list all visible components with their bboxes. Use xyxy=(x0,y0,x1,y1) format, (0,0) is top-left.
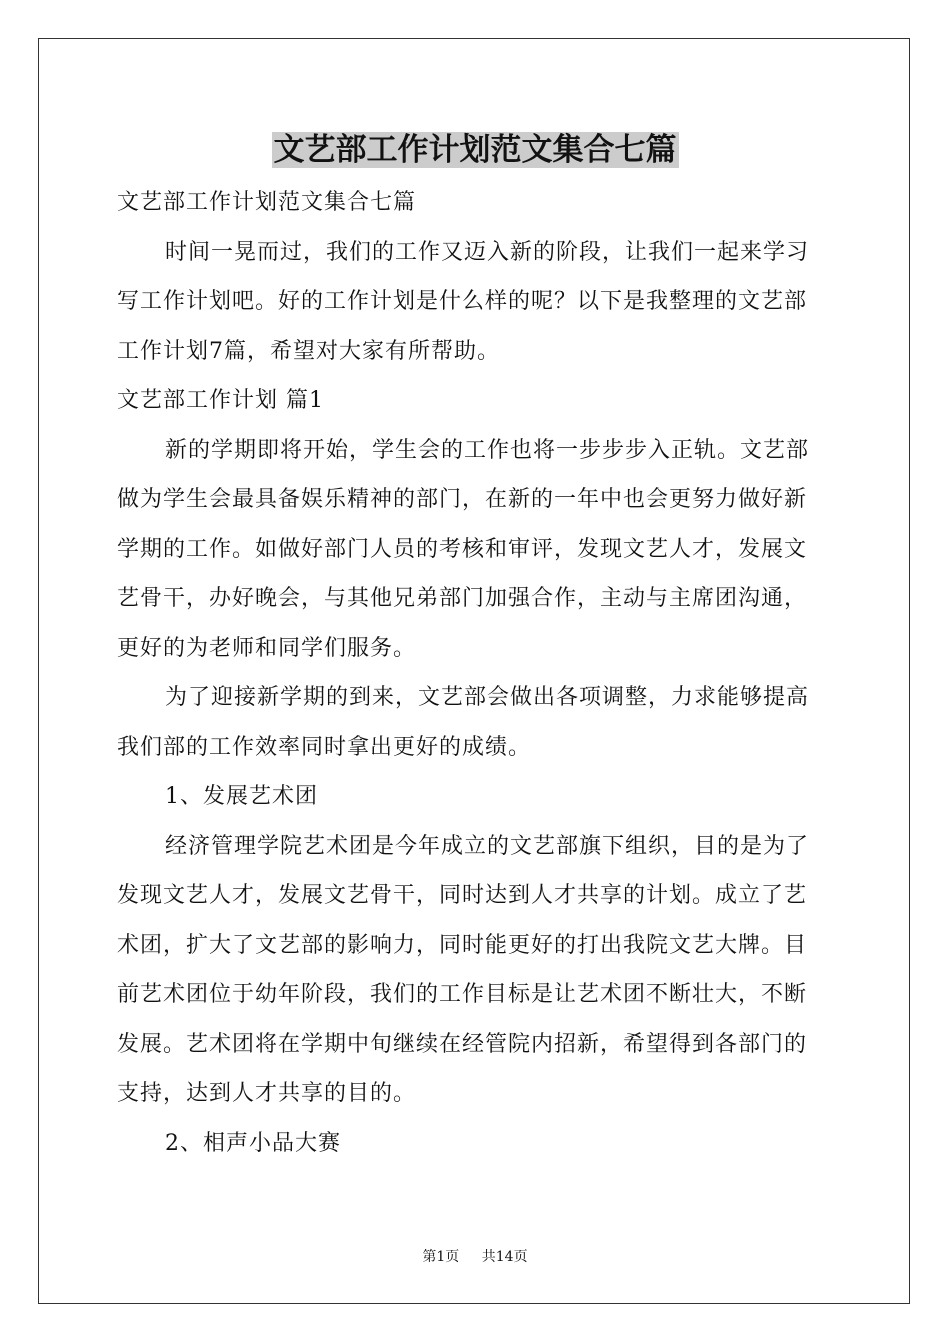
text-line: 发展。艺术团将在学期中旬继续在经管院内招新，希望得到各部门的 xyxy=(117,1031,808,1057)
text-line: 文艺部工作计划 篇1 xyxy=(117,388,324,413)
text-line: 写工作计划吧。好的工作计划是什么样的呢？以下是我整理的文艺部 xyxy=(117,289,808,314)
text-line: 更好的为老师和同学们服务。 xyxy=(117,635,417,661)
text-line: 2、相声小品大赛 xyxy=(165,1130,341,1156)
text-line: 1、发展艺术团 xyxy=(165,784,318,809)
text-line: 做为学生会最具备娱乐精神的部门，在新的一年中也会更努力做好新 xyxy=(117,487,808,512)
text-line: 发现文艺人才，发展文艺骨干，同时达到人才共享的计划。成立了艺 xyxy=(117,883,808,908)
text-line: 术团，扩大了文艺部的影响力，同时能更好的打出我院文艺大牌。目 xyxy=(117,932,808,958)
text-line: 时间一晃而过，我们的工作又迈入新的阶段，让我们一起来学习 xyxy=(165,239,810,265)
page-total: 共14页 xyxy=(481,1249,528,1265)
text-line: 文艺部工作计划范文集合七篇 xyxy=(117,190,417,215)
text-line: 艺骨干，办好晚会，与其他兄弟部门加强合作，主动与主席团沟通， xyxy=(117,586,808,611)
text-line: 前艺术团位于幼年阶段，我们的工作目标是让艺术团不断壮大，不断 xyxy=(117,982,808,1007)
document-title xyxy=(0,128,950,172)
text-line: 新的学期即将开始，学生会的工作也将一步步步入正轨。文艺部 xyxy=(165,437,810,463)
page-number: 第1页 xyxy=(422,1249,460,1265)
text-line: 工作计划7篇，希望对大家有所帮助。 xyxy=(117,338,500,364)
text-line: 支持，达到人才共享的目的。 xyxy=(117,1081,417,1106)
text-line: 为了迎接新学期的到来，文艺部会做出各项调整，力求能够提高 xyxy=(165,685,810,710)
text-line: 经济管理学院艺术团是今年成立的文艺部旗下组织，目的是为了 xyxy=(165,833,810,859)
page-footer xyxy=(0,1247,950,1267)
document-title-text: 文艺部工作计划范文集合七篇 xyxy=(273,132,677,168)
text-line: 我们部的工作效率同时拿出更好的成绩。 xyxy=(117,734,532,760)
document-body xyxy=(117,178,833,1168)
text-line: 学期的工作。如做好部门人员的考核和审评，发现文艺人才，发展文 xyxy=(117,536,808,562)
